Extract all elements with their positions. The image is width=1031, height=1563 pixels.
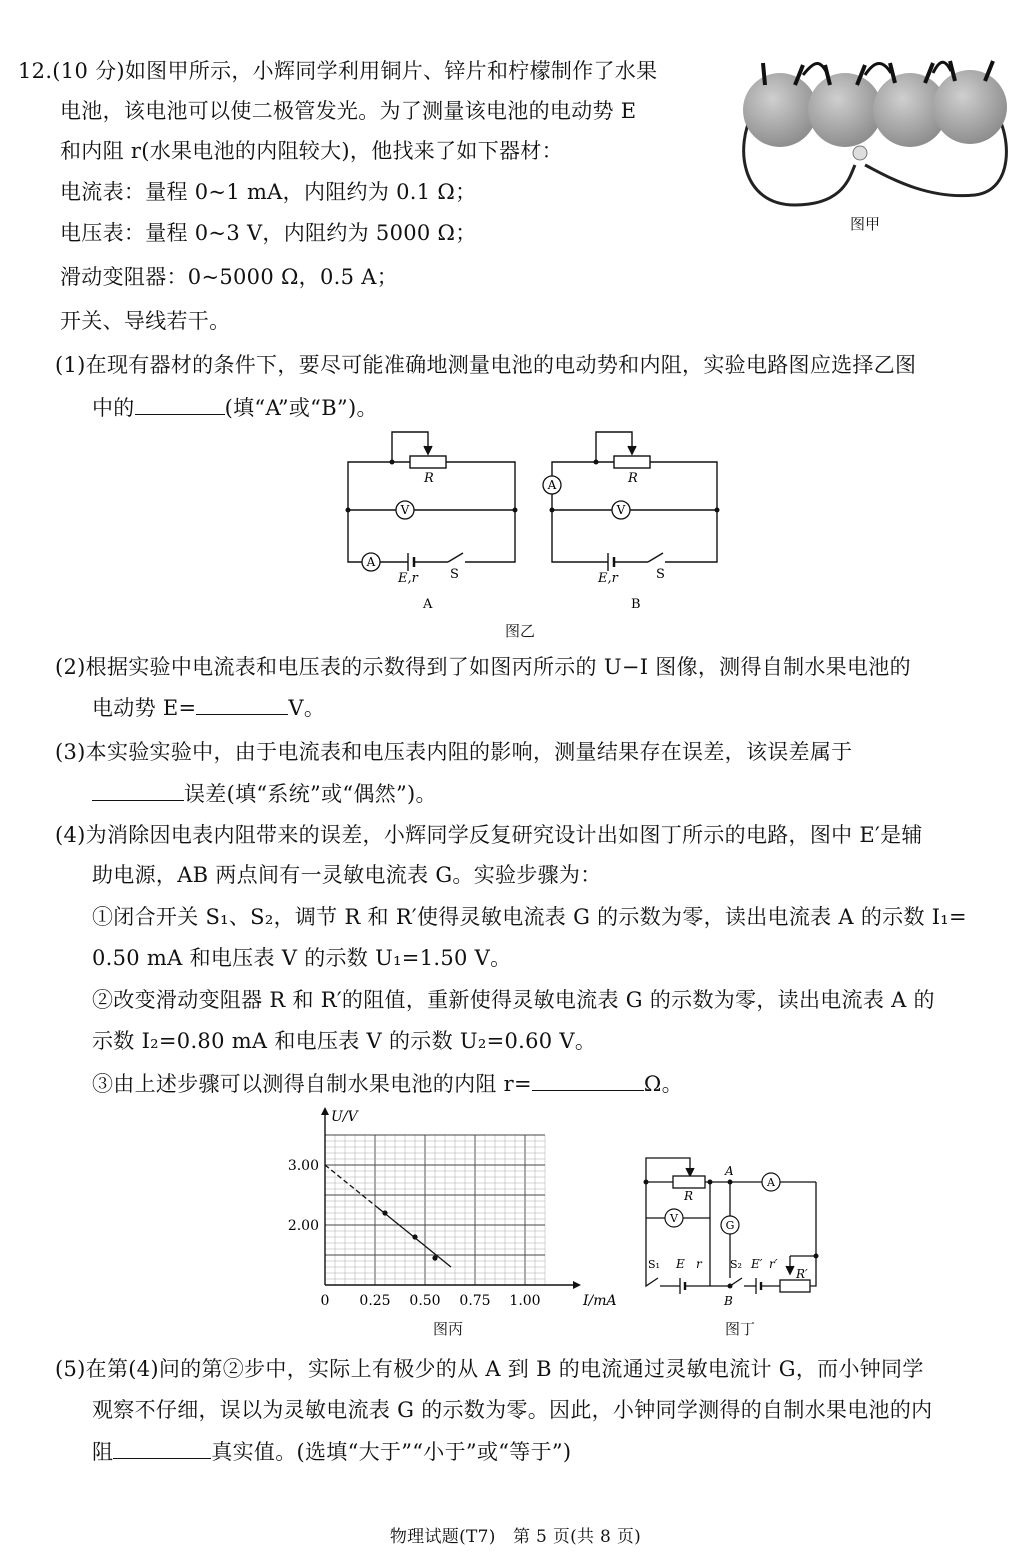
part3-text: (3)本实验实验中，由于电流表和电压表内阻的影响，测量结果存在误差，该误差属于 [55, 740, 853, 764]
q-text: 电流表：量程 0~1 mA，内阻约为 0.1 Ω； [60, 180, 477, 204]
part4-text: (4)为消除因电表内阻带来的误差，小辉同学反复研究设计出如图丁所示的电路，图中 E′是辅 [55, 823, 923, 847]
part2-text: (2)根据实验中电流表和电压表的示数得到了如图丙所示的 U−I 图像，测得自制水果电池的 [55, 655, 911, 679]
part2-text: 电动势 E= V。 [92, 692, 325, 723]
answer-blank[interactable] [532, 1068, 644, 1091]
battery-label: r [696, 1257, 702, 1271]
step-text: 示数 I₂=0.80 mA 和电压表 V 的示数 U₂=0.60 V。 [92, 1029, 597, 1053]
figure-caption: 图丁 [724, 1320, 755, 1338]
q-text: 和内阻 r(水果电池的内阻较大)，他找来了如下器材： [60, 139, 563, 163]
part5-text: 阻 真实值。(选填“大于”“小于”或“等于”) [92, 1436, 571, 1467]
x-tick-label: 1.00 [509, 1293, 541, 1309]
resistor-label: R′ [796, 1267, 808, 1281]
circuit-diagram-yi [330, 420, 740, 620]
step-text: ③由上述步骤可以测得自制水果电池的内阻 r= Ω。 [92, 1068, 683, 1099]
figure-caption: 图丙 [432, 1320, 463, 1338]
node-label: A [725, 1164, 734, 1178]
q-text: 开关、导线若干。 [60, 309, 231, 333]
part1-text: 中的 (填“A”或“B”)。 [92, 392, 378, 423]
y-axis-label: U/V [331, 1109, 358, 1125]
part5-text: (5)在第(4)问的第②步中，实际上有极少的从 A 到 B 的电流通过灵敏电流计 G，而小钟同学 [55, 1357, 924, 1381]
answer-blank[interactable] [92, 778, 184, 801]
answer-blank[interactable] [113, 1436, 211, 1459]
page-footer: 物理试题(T7) 第 5 页(共 8 页) [389, 1527, 642, 1547]
battery-label: E,r [398, 571, 418, 586]
q-text: 电压表：量程 0~3 V，内阻约为 5000 Ω； [60, 221, 477, 245]
q-text: 电池，该电池可以使二极管发光。为了测量该电池的电动势 E [60, 99, 637, 123]
galvanometer-label: G [725, 1219, 735, 1232]
y-axis-arrow [321, 1107, 329, 1115]
switch-label: S₂ [730, 1258, 742, 1271]
step-text: 0.50 mA 和电压表 V 的示数 U₁=1.50 V。 [92, 946, 512, 970]
q-heading: 12.(10 分)如图甲所示，小辉同学利用铜片、锌片和柠檬制作了水果 [18, 59, 658, 83]
switch-label: S [656, 567, 665, 582]
circuit-B-label: B [631, 597, 641, 612]
x-axis-label: I/mA [583, 1293, 617, 1309]
circuit-A-label: A [423, 597, 433, 612]
x-axis-arrow [573, 1281, 581, 1289]
x-tick-label: 0.75 [459, 1293, 491, 1309]
battery-label: r′ [769, 1257, 778, 1271]
part4-text: 助电源，AB 两点间有一灵敏电流表 G。实验步骤为： [92, 863, 602, 887]
answer-blank[interactable] [135, 392, 225, 415]
figure-caption: 图甲 [849, 215, 880, 233]
ammeter-label: A [366, 555, 376, 569]
ui-graph [275, 1105, 617, 1315]
y-tick-label: 2.00 [287, 1218, 319, 1234]
resistor-label: R [424, 471, 434, 486]
ammeter-label: A [547, 478, 557, 492]
data-point [412, 1234, 417, 1239]
battery-label: E [676, 1257, 685, 1271]
x-tick-label: 0.50 [409, 1293, 441, 1309]
answer-blank[interactable] [196, 692, 288, 715]
q-text: 滑动变阻器：0~5000 Ω，0.5 A； [60, 265, 399, 289]
resistor-label: R [628, 471, 638, 486]
circuit-diagram-ding [638, 1150, 838, 1310]
step-text: ①闭合开关 S₁、S₂，调节 R 和 R′使得灵敏电流表 G 的示数为零，读出电流表 A 的示数 I₁= [92, 905, 967, 929]
switch-label: S [450, 567, 459, 582]
part1-text: (1)在现有器材的条件下，要尽可能准确地测量电池的电动势和内阻，实验电路图应选择乙图 [55, 353, 917, 377]
voltmeter-label: V [670, 1212, 678, 1225]
y-tick-label: 3.00 [287, 1158, 319, 1174]
part5-text: 观察不仔细，误以为灵敏电流表 G 的示数为零。因此，小钟同学测得的自制水果电池的内 [92, 1398, 933, 1422]
resistor-label: R [684, 1189, 694, 1203]
battery-label: E′ [751, 1257, 763, 1271]
ammeter-label: A [767, 1176, 775, 1189]
voltmeter-label: V [400, 503, 410, 517]
voltmeter-label: V [616, 503, 626, 517]
node-label: B [724, 1294, 733, 1308]
figure-caption: 图乙 [504, 622, 535, 640]
lemon-battery-photo [735, 55, 1025, 215]
step-text: ②改变滑动变阻器 R 和 R′的阻值，重新使得灵敏电流表 G 的示数为零，读出电流表 A 的 [92, 988, 935, 1012]
data-point [432, 1255, 437, 1260]
switch-label: S₁ [648, 1258, 660, 1271]
x-tick-label: 0.25 [359, 1293, 391, 1309]
x-tick-label: 0 [320, 1293, 330, 1309]
part3-text: 误差(填“系统”或“偶然”)。 [92, 778, 437, 809]
data-point [382, 1210, 387, 1215]
battery-label: E,r [598, 571, 618, 586]
